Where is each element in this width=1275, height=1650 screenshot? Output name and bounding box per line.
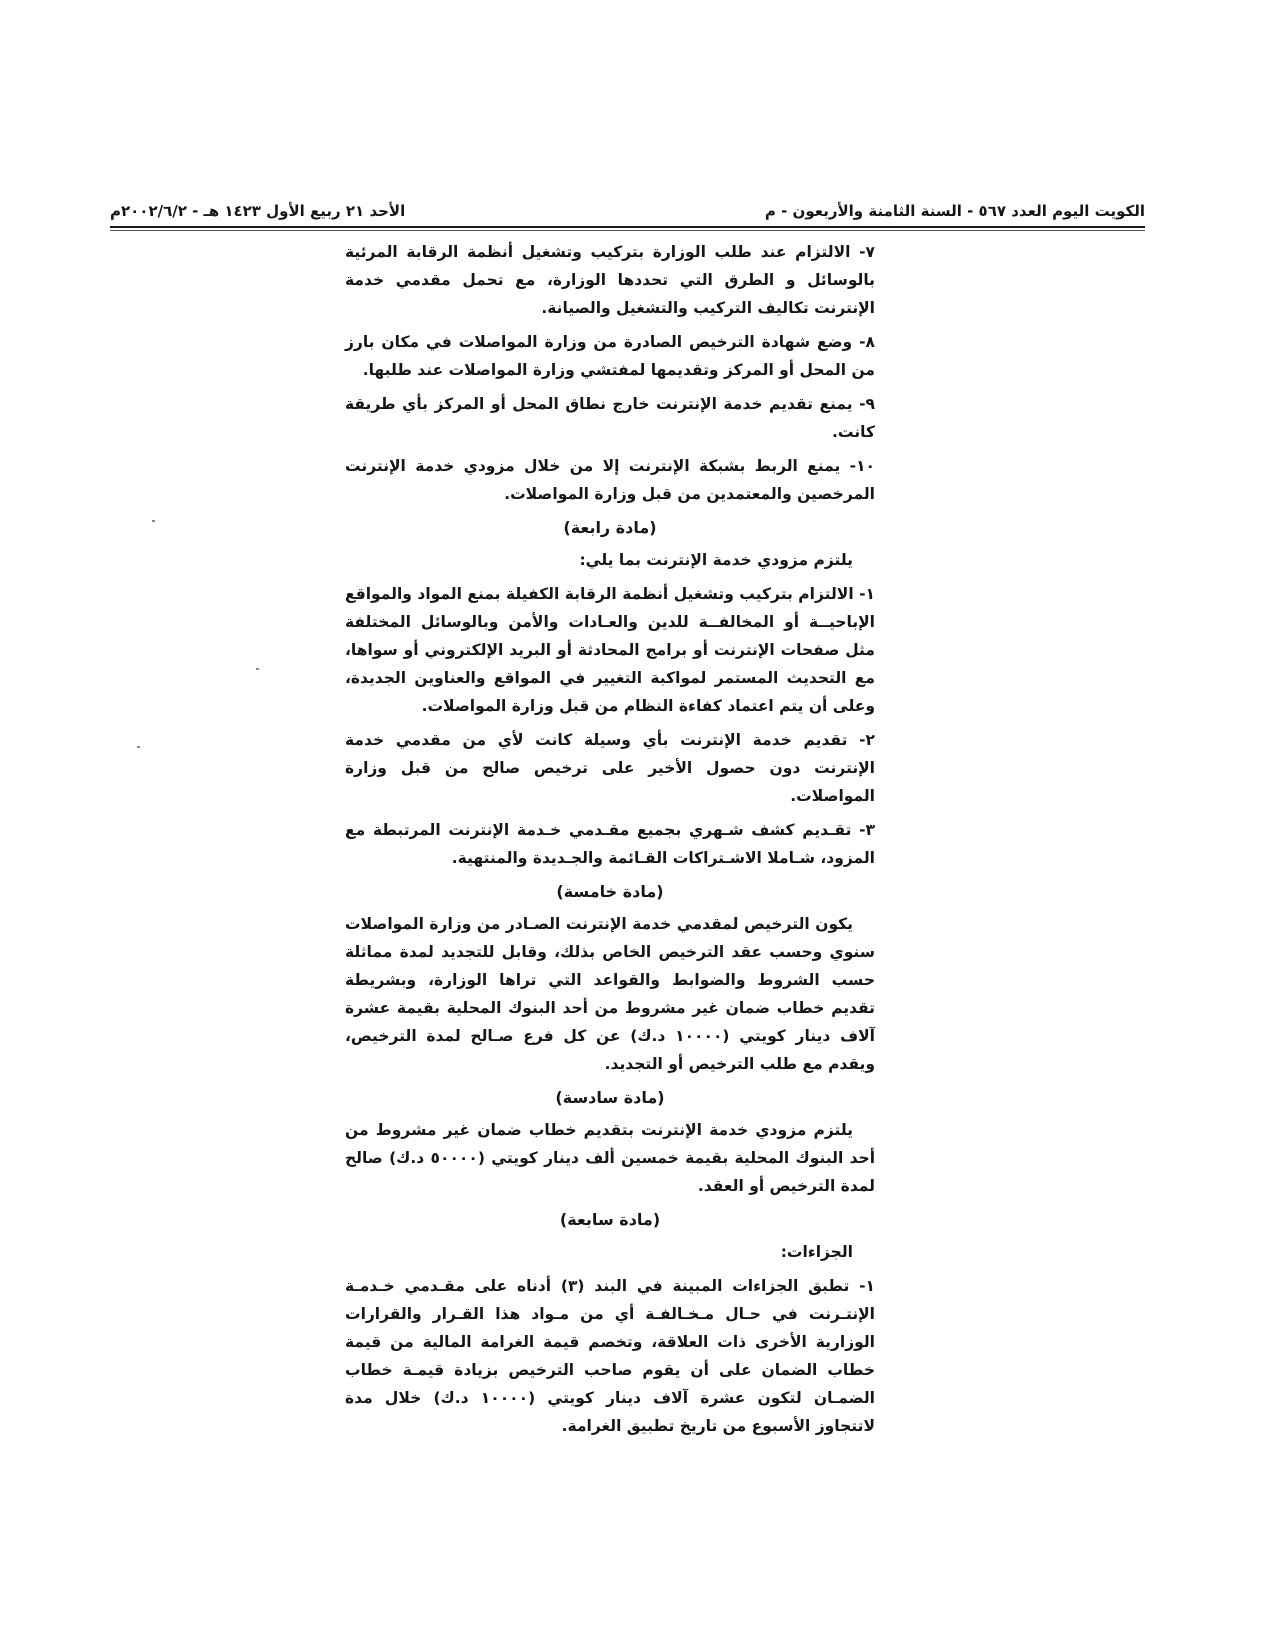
page-header [110,198,1145,224]
header-rule-thin [110,230,1145,231]
article-4-intro: يلتزم مزودي خدمة الإنترنت بما يلي: [579,551,853,569]
clause-item-8: ٨- وضع شهادة الترخيص الصادرة من وزارة المواصلات في مكان بارز من المحل أو المركز وتقديمها لمفتشي وزارة المواصلات عند طلبها. [345,333,875,379]
penalties-item-1: ١- تطبق الجزاءات المبينة في البند (٣) أدناه على مقـدمي خـدمـة الإنتـرنت في حـال مـخـالفـة أي من مـواد هذا القـرار والقرارات الوزارية الأخرى ذات العلاقة، وتخصم قيمة الغرامة المالية من قيمة خطاب الضمان على أن يقوم صاحب الترخيص بزيادة قيمـة خطاب الضمـان لتكون عشرة آلاف دينار كويتي (١٠٠٠٠ د.ك) خلال مدة لاتتجاوز الأسبوع من تاريخ تطبيق الغرامة. [345,1277,875,1435]
article-5-heading: (مادة خامسة) [556,882,664,901]
penalties-label: الجزاءات: [780,1243,853,1261]
clause-item-7: ٧- الالتزام عند طلب الوزارة بتركيب وتشغيل أنظمة الرقابة المرئية بالوسائل و الطرق التي تحددها الوزارة، مع تحمل مقدمي خدمة الإنترنت تكاليف التركيب والتشغيل والصيانة. [345,243,875,317]
article-4-item-2: ٢- تقديم خدمة الإنترنت بأي وسيلة كانت لأي من مقدمي خدمة الإنترنت دون حصول الأخير على ترخيص صالح من قبل وزارة المواصلات. [345,731,875,805]
header-rule [110,226,1145,228]
scan-speck [256,668,259,670]
scan-speck [137,746,140,748]
article-7-heading: (مادة سابعة) [559,1210,661,1229]
article-5-text: يكون الترخيص لمقدمي خدمة الإنترنت الصـادر من وزارة المواصلات سنوي وحسب عقد الترخيص الخاص بذلك، وقابل للتجديد لمدة مماثلة حسب الشروط والضوابط والقواعد التي تراها الوزارة، وبشريطة تقديم خطاب ضمان غير مشروط من أحد البنوك المحلية بقيمة عشرة آلاف دينار كويتي (١٠٠٠٠ د.ك) عن كل فرع صـالح لمدة الترخيص، ويقدم مع طلب الترخيص أو التجديد. [345,915,875,1073]
scan-speck [152,520,155,522]
text-column [345,238,875,1446]
article-4-item-3: ٣- تقـديم كشف شـهري بجميع مقـدمي خـدمة الإنترنت المرتبطة مع المزود، شـاملا الاشـتراكات القـائمة والجـديدة والمنتهية. [345,821,875,867]
article-4-heading: (مادة رابعة) [563,518,657,537]
header-date: الأحد ٢١ ربيع الأول ١٤٢٣ هـ - ٢٠٠٢/٦/٢م [110,202,406,220]
header-publication: الكويت اليوم العدد ٥٦٧ - السنة الثامنة والأربعون - م [764,202,1145,220]
clause-item-9: ٩- يمنع تقديم خدمة الإنترنت خارج نطاق المحل أو المركز بأي طريقة كانت. [345,395,875,441]
clause-item-10: ١٠- يمنع الربط بشبكة الإنترنت إلا من خلال مزودي خدمة الإنترنت المرخصين والمعتمدين من قبل وزارة المواصلات. [345,457,875,503]
article-6-text: يلتزم مزودي خدمة الإنترنت بتقديم خطاب ضمان غير مشروط من أحد البنوك المحلية بقيمة خمسين ألف دينار كويتي (٥٠٠٠٠ د.ك) صالح لمدة الترخيص أو العقد. [345,1121,876,1195]
article-4-item-1: ١- الالتزام بتركيب وتشغيل أنظمة الرقابة الكفيلة بمنع المواد والمواقع الإباحيــة أو المخالفــة للدين والعـادات والأمن وبالوسائل المختلفة مثل صفحات الإنترنت أو برامج المحادثة أو البريد الإلكتروني أو سواها، مع التحديث المستمر لمواكبة التغيير في المواقع والعناوين الجديدة، وعلى أن يتم اعتماد كفاءة النظام من قبل وزارة المواصلات. [345,585,875,715]
article-6-heading: (مادة سادسة) [555,1088,665,1107]
